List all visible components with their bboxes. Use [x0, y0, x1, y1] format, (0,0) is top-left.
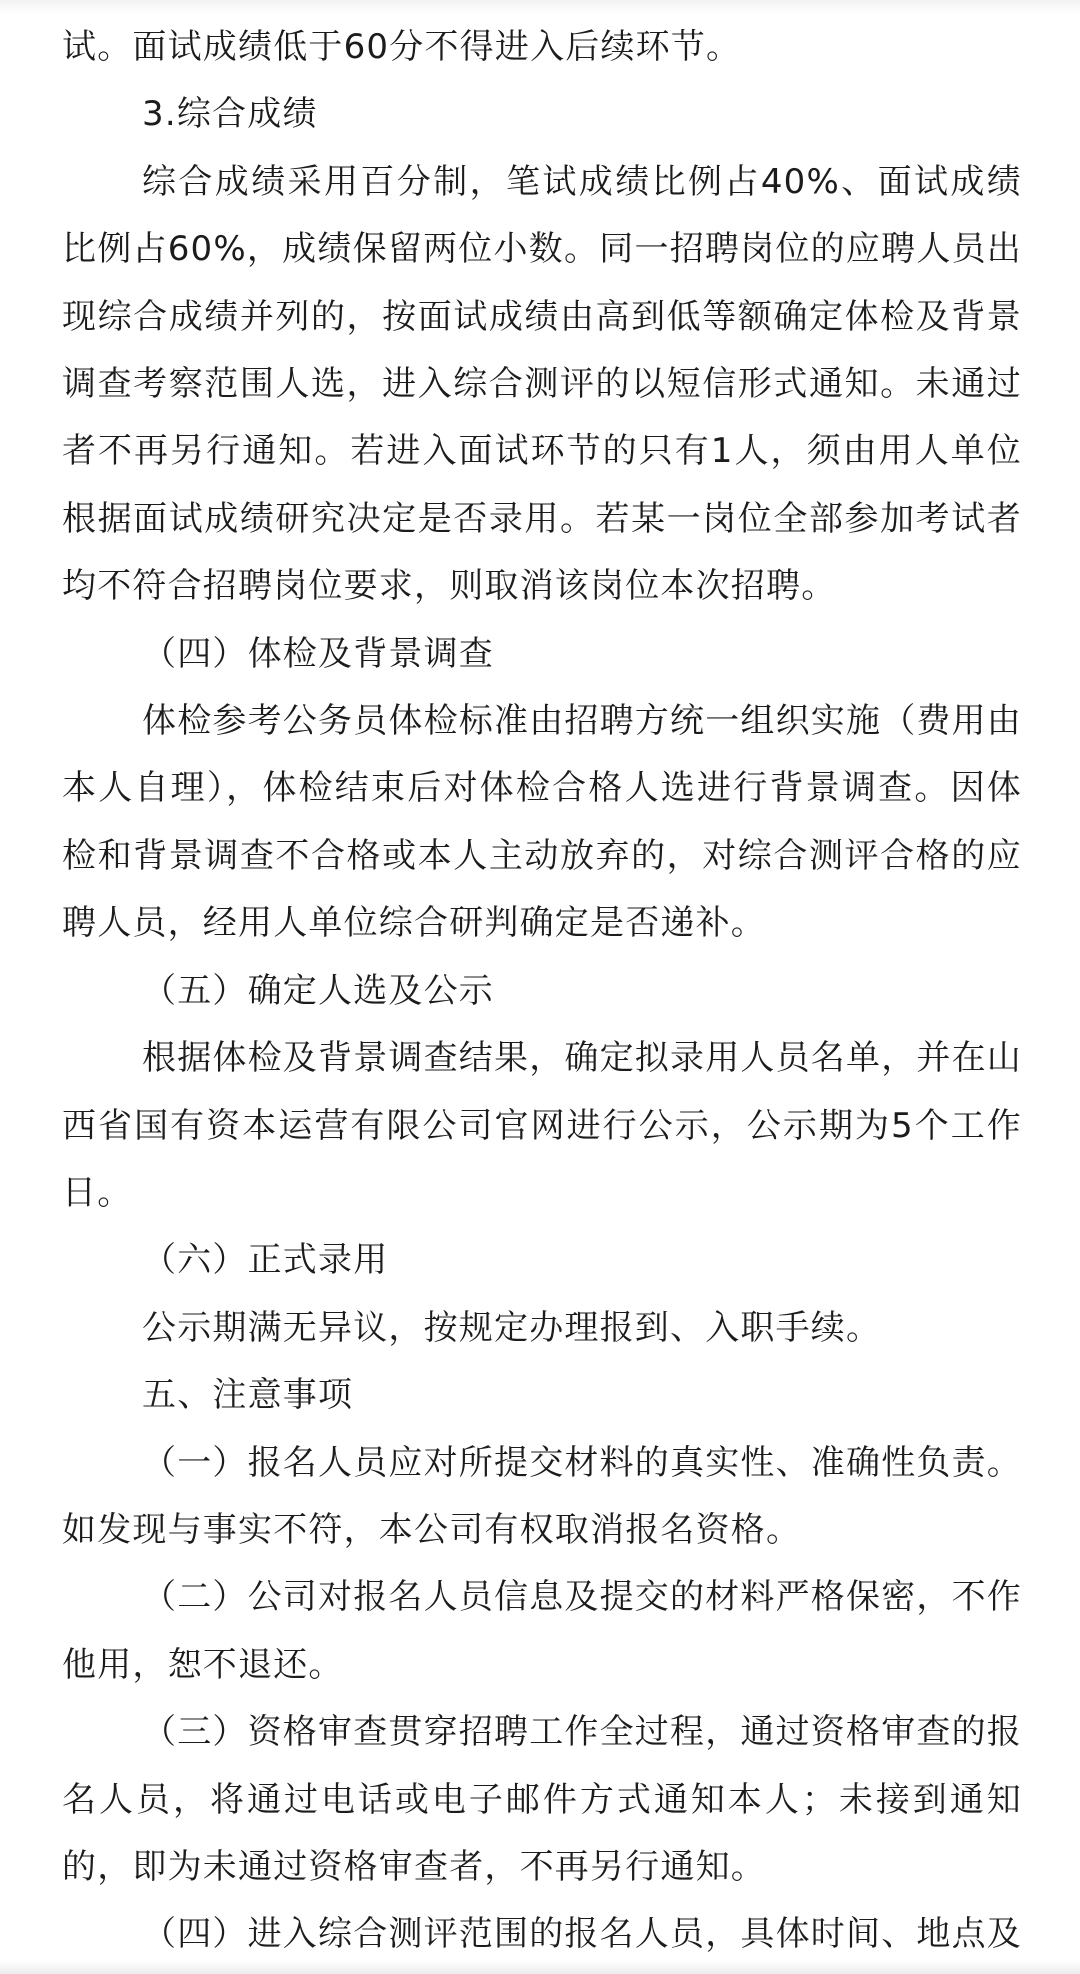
- heading-selection-publicity: （五）确定人选及公示: [142, 970, 494, 1011]
- paragraph-formal-hiring: 公示期满无异议，按规定办理报到、入职手续。: [142, 1307, 882, 1348]
- paragraph-composite-score: 综合成绩采用百分制，笔试成绩比例占40%、面试成绩比例占60%，成绩保留两位小数。同一招聘岗位的应聘人员出现综合成绩并列的，按面试成绩由高到低等额确定体检及背景调查考察范围人选，进入综合测评的以短信形式通知。未通过者不再另行通知。若进入面试环节的只有1人，须由用人单位根据面试成绩研究决定是否录用。若某一岗位全部参加考试者均不符合招聘岗位要求，则取消该岗位本次招聘。: [62, 161, 1022, 607]
- paragraph-note-1: （一）报名人员应对所提交材料的真实性、准确性负责。如发现与事实不符，本公司有权取消报名资格。: [62, 1442, 1022, 1550]
- heading-composite-score: 3.综合成绩: [142, 94, 318, 135]
- paragraph-medical-background: 体检参考公务员体检标准由招聘方统一组织实施（费用由本人自理），体检结束后对体检合格人选进行背景调查。因体检和背景调查不合格或本人主动放弃的，对综合测评合格的应聘人员，经用人单位综合研判确定是否递补。: [62, 701, 1022, 944]
- top-edge: [0, 0, 1080, 14]
- bottom-edge: [0, 1960, 1080, 1974]
- document-body: [62, 14, 1022, 1969]
- paragraph-note-3: （三）资格审查贯穿招聘工作全过程，通过资格审查的报名人员，将通过电话或电子邮件方式通知本人；未接到通知的，即为未通过资格审查者，不再另行通知。: [62, 1712, 1022, 1887]
- paragraph-selection-publicity: 根据体检及背景调查结果，确定拟录用人员名单，并在山西省国有资本运营有限公司官网进行公示，公示期为5个工作日。: [62, 1038, 1022, 1213]
- paragraph-interview-threshold: 试。面试成绩低于60分不得进入后续环节。: [62, 27, 742, 67]
- heading-formal-hiring: （六）正式录用: [142, 1240, 389, 1281]
- heading-notes: 五、注意事项: [142, 1375, 354, 1416]
- heading-medical-background: （四）体检及背景调查: [142, 633, 494, 674]
- paragraph-note-4: （四）进入综合测评范围的报名人员，具体时间、地点及: [142, 1914, 1022, 1955]
- paragraph-note-2: （二）公司对报名人员信息及提交的材料严格保密，不作他用，恕不退还。: [62, 1577, 1022, 1685]
